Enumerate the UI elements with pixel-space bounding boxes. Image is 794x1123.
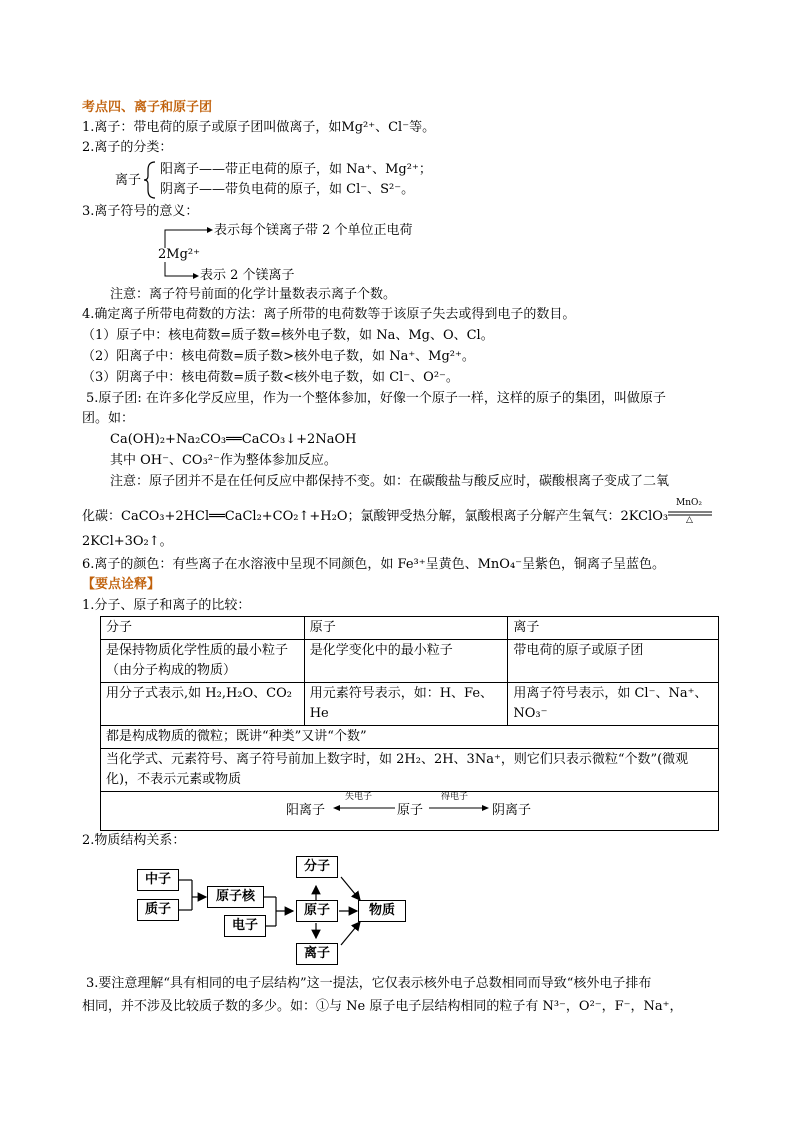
table-row: [101, 617, 719, 640]
key-points-heading: 【要点诠释】: [82, 577, 161, 592]
heat-label: △: [686, 515, 693, 525]
table-header-atom: 原子: [304, 617, 508, 640]
node-molecule: 分子: [296, 856, 338, 878]
conversion-anion: 阴离子: [492, 803, 532, 818]
paragraph-anion-case: （3）阴离子中：核电荷数=质子数<核外电子数，如 Cl⁻、O²⁻。: [82, 370, 459, 385]
paragraph-radical-a: 5.原子团: 在许多化学反应里，作为一个整体参加，好像一个原子一样，这样的原子的集团，叫做原子: [86, 391, 666, 406]
table-row: [101, 683, 719, 726]
paragraph-ion-definition: 1.离子：带电荷的原子或原子团叫做离子，如Mg²⁺、Cl⁻等。: [82, 120, 436, 135]
paragraph-radical-c: 其中 OH⁻、CO₃²⁻作为整体参加反应。: [110, 453, 337, 468]
table-cell: 是化学变化中的最小粒子: [304, 640, 508, 683]
paragraph-ion-symbol-meaning: 3.离子符号的意义：: [82, 204, 199, 219]
paragraph-radical-b: 团。如：: [82, 411, 135, 426]
table-cell: 当化学式、元素符号、离子符号前加上数字时，如 2H₂、2H、3Na⁺，则它们只表示微粒“个数”(微观化)，不表示元素或物质: [101, 749, 719, 792]
paragraph-charge-method: 4.确定离子所带电荷数的方法：离子所带的电荷数等于该原子失去或得到电子的数目。: [82, 307, 576, 322]
table-row: [101, 749, 719, 792]
table-row: [101, 640, 719, 683]
node-neutron: 中子: [137, 869, 179, 891]
paragraph-electron-layer-a: 3.要注意理解“具有相同的电子层结构”这一提法，它仅表示核外电子总数相同而导致“核外电子排布: [86, 976, 652, 991]
paragraph-ion-classification: 2.离子的分类：: [82, 140, 173, 155]
table-header-molecule: 分子: [101, 617, 305, 640]
table-row: [101, 792, 719, 831]
paragraph-ion-color: 6.离子的颜色：有些离子在水溶液中呈现不同颜色，如 Fe³⁺呈黄色、MnO₄⁻呈紫色，铜离子呈蓝色。: [82, 557, 666, 572]
brace-icon: [143, 160, 159, 200]
paragraph-comparison: 1.分子、原子和离子的比较：: [82, 598, 251, 613]
table-cell: 带电荷的原子或原子团: [508, 640, 719, 683]
table-row: [101, 726, 719, 749]
table-cell: 都是构成物质的微粒；既讲“种类”又讲“个数”: [101, 726, 719, 749]
paragraph-electron-layer-b: 相同，并不涉及比较质子数的多少。如：①与 Ne 原子电子层结构相同的粒子有 N³⁻，O²⁻，F⁻，Na⁺，: [82, 999, 683, 1014]
table-cell: 用元素符号表示，如：H、Fe、He: [304, 683, 508, 726]
meaning-upper: 表示每个镁离子带 2 个单位正电荷: [214, 223, 413, 238]
meaning-symbol: 2Mg²⁺: [158, 247, 200, 262]
table-header-ion: 离子: [508, 617, 719, 640]
meaning-lower: 表示 2 个镁离子: [200, 268, 295, 283]
note-radical-c: 2KCl+3O₂↑。: [82, 534, 173, 549]
node-nucleus: 原子核: [207, 886, 264, 908]
table-cell-ion-conversion: [101, 792, 719, 831]
note-radical-a: 注意：原子团并不是在任何反应中都保持不变。如：在碳酸盐与酸反应时，碳酸根离子变成了二氧: [110, 474, 670, 489]
right-arrow-icon: [427, 804, 491, 812]
note-coefficient: 注意：离子符号前面的化学计量数表示离子个数。: [110, 287, 397, 302]
conversion-gain-electron: 得电子: [441, 792, 469, 802]
catalyst-label: MnO₂: [676, 498, 702, 508]
table-cell: 用离子符号表示，如 Cl⁻、Na⁺、NO₃⁻: [508, 683, 719, 726]
conversion-lose-electron: 失电子: [345, 792, 373, 802]
conversion-atom: 原子: [397, 803, 424, 818]
node-electron: 电子: [224, 915, 266, 937]
node-matter: 物质: [358, 900, 406, 922]
paragraph-atom-case: （1）原子中：核电荷数=质子数=核外电子数，如 Na、Mg、O、Cl。: [82, 328, 494, 343]
classify-anion: 阴离子——带负电荷的原子，如 Cl⁻、S²⁻。: [160, 182, 415, 197]
comparison-table: [100, 616, 719, 831]
paragraph-cation-case: （2）阳离子中：核电荷数=质子数>核外电子数，如 Na⁺、Mg²⁺。: [82, 349, 475, 364]
classify-cation: 阳离子——带正电荷的原子，如 Na⁺、Mg²⁺；: [160, 162, 432, 177]
node-proton: 质子: [137, 899, 179, 921]
node-ion: 离子: [296, 943, 338, 965]
node-atom: 原子: [296, 900, 338, 922]
equation-1: Ca(OH)₂+Na₂CO₃══CaCO₃↓+2NaOH: [110, 432, 357, 447]
left-arrow-icon: [333, 804, 397, 812]
section-title: 考点四、离子和原子团: [82, 100, 213, 115]
note-radical-b: 化碳：CaCO₃+2HCl══CaCl₂+CO₂↑+H₂O；氯酸钾受热分解，氯酸根离子分解产生氧气：2KClO₃: [82, 509, 669, 524]
table-cell: 是保持物质化学性质的最小粒子（由分子构成的物质）: [101, 640, 305, 683]
table-cell: 用分子式表示,如 H₂,H₂O、CO₂: [101, 683, 305, 726]
classify-label: 离子: [115, 173, 142, 188]
conversion-cation: 阳离子: [286, 803, 326, 818]
paragraph-structure: 2.物质结构关系：: [82, 833, 186, 848]
